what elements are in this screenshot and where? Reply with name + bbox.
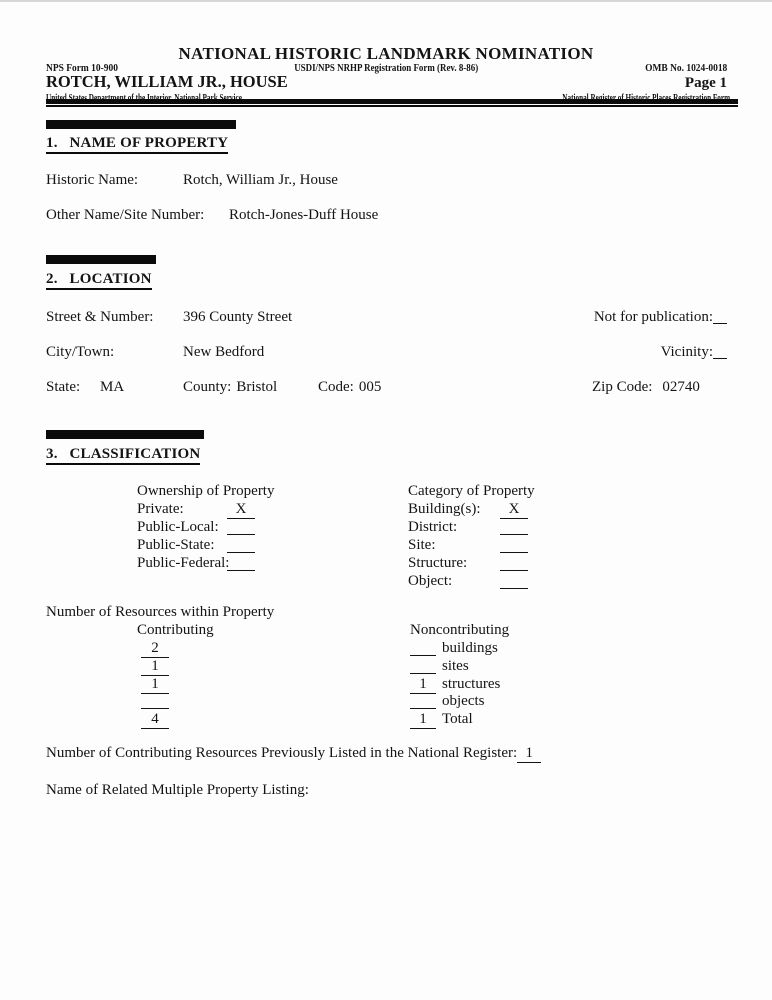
ownership-row-public-state	[137, 537, 255, 554]
multiple-property-label: Name of Related Multiple Property Listing:	[46, 782, 309, 798]
other-name-value: Rotch-Jones-Duff House	[229, 207, 379, 223]
ownership-label: Public-Local:	[137, 519, 219, 535]
ownership-row-public-federal	[137, 555, 255, 572]
category-label: Building(s):	[408, 501, 481, 517]
contributing-value-structures	[141, 676, 169, 694]
section2-heading	[46, 271, 152, 288]
contributing-header: Contributing	[137, 622, 214, 638]
code-value: 005	[358, 379, 382, 395]
category-label: Object:	[408, 573, 453, 589]
usdi-form-type-text: USDI/NPS NRHP Registration Form (Rev. 8-86)	[294, 63, 478, 74]
contributing-value-total	[141, 711, 169, 729]
noncontributing-row-structures	[410, 676, 500, 694]
ownership-row-public-local	[137, 519, 255, 536]
previously-listed-label: Number of Contributing Resources Previously Listed in the National Register:	[46, 745, 518, 761]
category-row-district	[408, 519, 528, 536]
resource-type-label: Total	[442, 711, 473, 727]
noncontributing-count: 1	[410, 677, 436, 694]
section3-bar	[46, 430, 204, 439]
omb-number	[636, 63, 727, 75]
category-value	[500, 575, 528, 589]
page-number: Page 1	[684, 75, 727, 91]
category-value	[500, 557, 528, 571]
ownership-value	[227, 539, 255, 553]
other-name-label: Other Name/Site Number:	[46, 207, 205, 223]
ownership-label: Public-Federal:	[137, 555, 230, 571]
resource-type-label: buildings	[442, 640, 498, 656]
noncontributing-row-sites	[410, 658, 469, 675]
omb-number-text: OMB No. 1024-0018	[644, 63, 727, 74]
category-label: Structure:	[408, 555, 468, 571]
historic-name-value: Rotch, William Jr., House	[183, 172, 338, 188]
category-value	[500, 521, 528, 535]
contributing-value-buildings	[141, 640, 169, 658]
code-label: Code:	[318, 379, 354, 395]
resource-type-label: sites	[442, 658, 469, 674]
zip-code-field	[592, 379, 700, 396]
category-value	[500, 539, 528, 553]
previously-listed-field	[46, 745, 541, 763]
ownership-label: Public-State:	[137, 537, 215, 553]
contributing-count: 2	[141, 641, 169, 658]
noncontributing-row-buildings	[410, 640, 498, 657]
county-field	[183, 379, 277, 396]
noncontributing-row-total	[410, 711, 473, 729]
section1-heading	[46, 135, 228, 152]
county-value: Bristol	[236, 379, 278, 395]
resource-type-label: structures	[442, 676, 501, 692]
resources-heading: Number of Resources within Property	[46, 604, 275, 620]
nps-form-number-text: NPS Form 10-900	[46, 63, 118, 74]
form-title: NATIONAL HISTORIC LANDMARK NOMINATION	[178, 44, 594, 63]
section2-heading-text: 2. LOCATION	[46, 271, 152, 290]
section3-heading-text: 3. CLASSIFICATION	[46, 446, 200, 465]
ownership-label: Private:	[137, 501, 184, 517]
section2-bar	[46, 255, 156, 264]
category-row-buildings	[408, 501, 528, 519]
county-label: County:	[183, 379, 232, 395]
contributing-count: 1	[141, 677, 169, 694]
category-label: Site:	[408, 537, 436, 553]
noncontributing-row-objects	[410, 693, 485, 710]
category-label: District:	[408, 519, 458, 535]
previously-listed-value: 1	[517, 746, 541, 763]
category-row-site	[408, 537, 528, 554]
zip-code-value: 02740	[662, 379, 700, 395]
contributing-value-sites	[141, 658, 169, 676]
contributing-count: 4	[141, 712, 169, 729]
section1-bar	[46, 120, 236, 129]
category-row-structure	[408, 555, 528, 572]
contributing-value-objects	[141, 693, 169, 710]
state-value: MA	[100, 379, 125, 395]
city-town-label: City/Town:	[46, 344, 115, 360]
historic-name-label: Historic Name:	[46, 172, 139, 188]
ownership-row-private	[137, 501, 255, 519]
category-heading: Category of Property	[408, 483, 535, 499]
not-for-publication-label: Not for publication:	[593, 309, 713, 325]
contributing-count: 1	[141, 659, 169, 676]
vicinity-label: Vicinity:	[660, 344, 713, 360]
ownership-heading: Ownership of Property	[137, 483, 275, 499]
state-label: State:	[46, 379, 81, 395]
code-field	[318, 379, 381, 396]
contributing-count	[141, 695, 169, 709]
street-number-value: 396 County Street	[183, 309, 293, 325]
noncontributing-header: Noncontributing	[410, 622, 510, 638]
header-rule-thick	[46, 99, 738, 104]
category-row-object	[408, 573, 528, 590]
noncontributing-count	[410, 642, 436, 656]
ownership-value	[227, 557, 255, 571]
scan-artifact-line	[0, 0, 772, 2]
vicinity-field	[661, 344, 727, 361]
resource-type-label: objects	[442, 693, 485, 709]
ownership-value: X	[227, 502, 255, 519]
zip-code-label: Zip Code:	[592, 379, 653, 395]
street-number-label: Street & Number:	[46, 309, 154, 325]
category-value: X	[500, 502, 528, 519]
state-field	[46, 379, 124, 396]
noncontributing-count: 1	[410, 712, 436, 729]
city-town-value: New Bedford	[183, 344, 265, 360]
not-for-publication-blank	[713, 310, 727, 324]
header-rule-thin	[46, 105, 738, 107]
section3-heading	[46, 446, 200, 463]
noncontributing-count	[410, 695, 436, 709]
noncontributing-count	[410, 660, 436, 674]
property-name-header: ROTCH, WILLIAM JR., HOUSE	[46, 72, 288, 91]
ownership-value	[227, 521, 255, 535]
not-for-publication-field	[594, 309, 727, 326]
vicinity-blank	[713, 345, 727, 359]
section1-heading-text: 1. NAME OF PROPERTY	[46, 135, 228, 154]
